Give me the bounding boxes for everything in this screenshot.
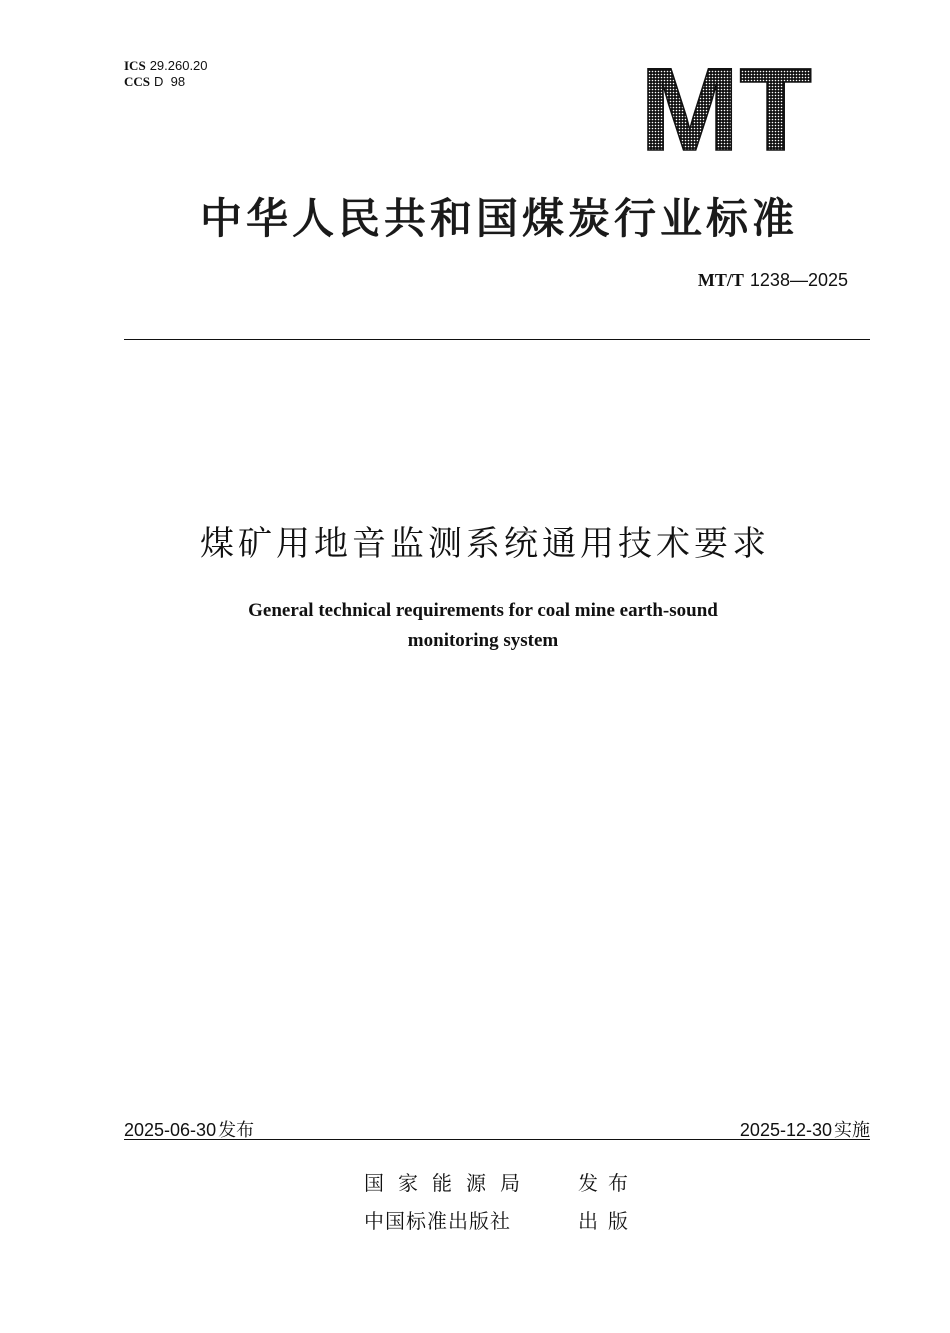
publisher-org: 国家能源局 [364, 1171, 534, 1195]
publisher-action: 出版 [578, 1209, 638, 1233]
issue-date-label: 发布 [218, 1120, 255, 1141]
publisher-row [364, 1205, 638, 1234]
publisher-action: 发布 [578, 1171, 638, 1195]
ccs-code [124, 74, 185, 90]
ics-code [124, 58, 208, 74]
implementation-date-label: 实施 [834, 1120, 870, 1141]
ccs-label: CCS [124, 74, 151, 89]
header-divider [124, 339, 870, 340]
document-title-en-line1: General technical requirements for coal mine earth-sound [248, 600, 718, 621]
standard-category-title: 中华人民共和国煤炭行业标准 [199, 194, 798, 243]
standard-number-value: 1238—2025 [749, 270, 848, 290]
ics-value: 29.260.20 [149, 58, 208, 73]
mt-logo-text: MT [640, 58, 812, 158]
mt-logo [636, 58, 816, 158]
implementation-date-value: 2025-12-30 [739, 1120, 832, 1140]
standard-number [698, 270, 848, 291]
ccs-value: D 98 [154, 74, 186, 89]
ics-label: ICS [124, 58, 146, 73]
footer-divider [124, 1139, 870, 1140]
document-title-zh: 煤矿用地音监测系统通用技术要求 [200, 524, 770, 564]
publisher-org: 中国标准出版社 [364, 1209, 511, 1233]
issue-date-value: 2025-06-30 [124, 1120, 217, 1140]
publisher-row [364, 1167, 638, 1196]
standard-number-prefix: MT/T [697, 270, 744, 290]
document-title-en-line2: monitoring system [407, 630, 559, 651]
